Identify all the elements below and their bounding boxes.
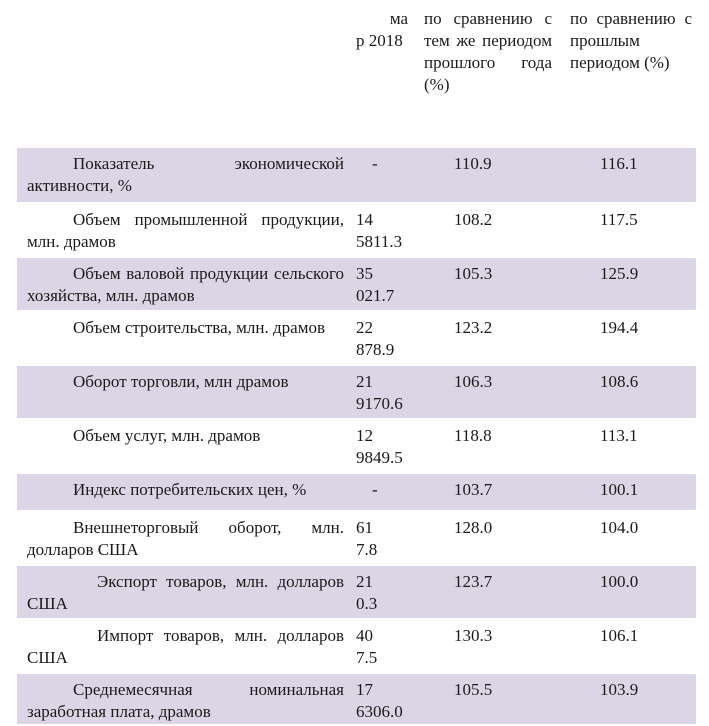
yoy-percent-cell: 106.3 (454, 372, 493, 391)
yoy-percent-cell: 128.0 (454, 518, 493, 537)
period-value-cell: 61 7.8 (356, 518, 378, 559)
yoy-percent-cell: 123.2 (454, 318, 493, 337)
period-value-cell: 40 7.5 (356, 626, 378, 667)
indicator-name-cell: Экспорт товаров, млн. долларов США (27, 572, 344, 613)
indicator-name-cell: Среднемесячная номинальная заработная плата, драмов (27, 680, 344, 721)
pop-percent-cell: 106.1 (600, 626, 639, 645)
table-body (17, 148, 696, 726)
pop-percent-cell: 108.6 (600, 372, 639, 391)
indicator-name-cell: Оборот торговли, млн драмов (73, 372, 289, 391)
period-value-cell: 12 9849.5 (356, 426, 403, 467)
indicator-name-cell: Показатель экономической активности, % (27, 154, 344, 195)
table-row (17, 258, 696, 312)
indicator-name-cell: Импорт товаров, млн. долларов США (27, 626, 344, 667)
table-row (17, 566, 696, 620)
pop-percent-cell: 194.4 (600, 318, 639, 337)
period-value-cell: 21 9170.6 (356, 372, 403, 413)
table-row (17, 620, 696, 674)
period-value-cell: 14 5811.3 (356, 210, 403, 251)
indicator-name-cell: Объем промышленной продукции, млн. драмов (27, 210, 344, 251)
indicator-name-cell: Объем валовой продукции сельского хозяйства, млн. драмов (27, 264, 344, 305)
pop-percent-cell: 103.9 (600, 680, 639, 699)
pop-percent-cell: 125.9 (600, 264, 639, 283)
header-period-cell (348, 0, 414, 146)
pop-percent-cell: 116.1 (600, 154, 638, 173)
yoy-percent-cell: 105.5 (454, 680, 493, 699)
yoy-percent-cell: 108.2 (454, 210, 493, 229)
header-pop-cell: по сравнению с прошлым периодом (%) (570, 9, 692, 72)
yoy-percent-cell: 105.3 (454, 264, 493, 283)
table-row (17, 204, 696, 258)
pop-percent-cell: 104.0 (600, 518, 639, 537)
yoy-percent-cell: 123.7 (454, 572, 493, 591)
table-row (17, 674, 696, 726)
period-value-cell: - (372, 480, 378, 499)
table-row (17, 474, 696, 512)
indicator-name-cell: Объем услуг, млн. драмов (73, 426, 261, 445)
table-row (17, 148, 696, 204)
table-row (17, 366, 696, 420)
pop-percent-cell: 113.1 (600, 426, 638, 445)
period-value-cell: 17 6306.0 (356, 680, 403, 721)
pop-percent-cell: 117.5 (600, 210, 638, 229)
header-period-line1: ма (389, 9, 408, 28)
indicator-name-cell: Индекс потребительских цен, % (73, 480, 307, 499)
pop-percent-cell: 100.1 (600, 480, 639, 499)
yoy-percent-cell: 103.7 (454, 480, 493, 499)
table-header-row (17, 0, 696, 148)
table-row (17, 420, 696, 474)
period-value-cell: 35 021.7 (356, 264, 395, 305)
table-row (17, 512, 696, 566)
statistics-table (17, 0, 696, 726)
period-value-cell: 22 878.9 (356, 318, 395, 359)
yoy-percent-cell: 118.8 (454, 426, 492, 445)
yoy-percent-cell: 130.3 (454, 626, 493, 645)
table-row (17, 312, 696, 366)
pop-percent-cell: 100.0 (600, 572, 639, 591)
header-period-line2: р 2018 (356, 31, 403, 50)
period-value-cell: - (372, 154, 378, 173)
yoy-percent-cell: 110.9 (454, 154, 492, 173)
period-value-cell: 21 0.3 (356, 572, 378, 613)
header-yoy-cell: по сравнению с тем же периодом прошлого года (%) (424, 9, 552, 94)
indicator-name-cell: Объем строительства, млн. драмов (73, 318, 325, 337)
header-indicator-cell (17, 0, 348, 146)
indicator-name-cell: Внешнеторговый оборот, млн. долларов США (27, 518, 344, 559)
